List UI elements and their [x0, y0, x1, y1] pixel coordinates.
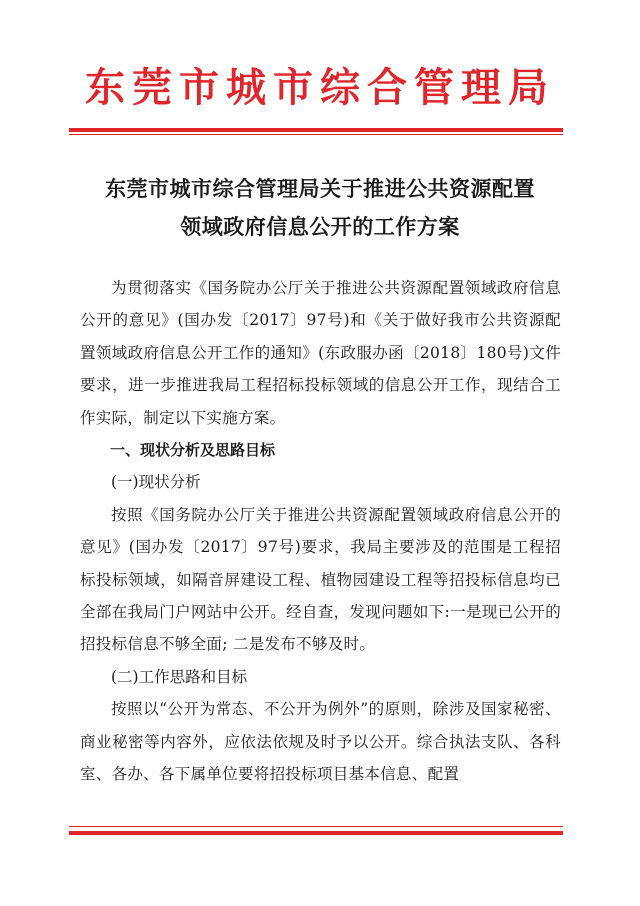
footer-divider-thick	[69, 831, 563, 835]
letterhead-org-name: 东莞市城市综合管理局	[85, 65, 555, 111]
subsection-heading-2: (二)工作思路和目标	[111, 667, 248, 686]
letterhead-divider-thick	[69, 128, 563, 132]
footer-divider-thin	[69, 826, 563, 827]
document-title-line-2: 领域政府信息公开的工作方案	[180, 214, 460, 239]
section-heading-1: 一、现状分析及思路目标	[110, 441, 276, 460]
document-title-line-1: 东莞市城市综合管理局关于推进公共资源配置	[105, 176, 535, 201]
subsection-heading-1: (一)现状分析	[111, 473, 201, 492]
status-analysis-paragraph: 按照《国务院办公厅关于推进公共资源配置领域政府信息公开的意见》(国办发〔2017〕97号)要求，我局主要涉及的范围是工程招标投标领域，如隔音屏建设工程、植物园建设工程等招投标信息均已全部在我局门户网站中公开。经自查，发现问题如下:一是现已公开的招投标信息不够全面; 二是发布不够及时。	[80, 505, 561, 654]
intro-paragraph: 为贯彻落实《国务院办公厅关于推进公共资源配置领域政府信息公开的意见》(国办发〔2017〕97号)和《关于做好我市公共资源配置领域政府信息公开工作的通知》(东政服办函〔2018〕180号)文件要求，进一步推进我局工程招标投标领域的信息公开工作，现结合工作实际，制定以下实施方案。	[80, 279, 561, 427]
document-body	[80, 272, 561, 791]
letterhead-divider-thin	[69, 134, 563, 135]
work-approach-paragraph: 按照以“公开为常态、不公开为例外”的原则，除涉及国家秘密、商业秘密等内容外，应依法依规及时予以公开。综合执法支队、各科室、各办、各下属单位要将招投标项目基本信息、配置	[80, 700, 561, 784]
document-title	[60, 170, 580, 246]
